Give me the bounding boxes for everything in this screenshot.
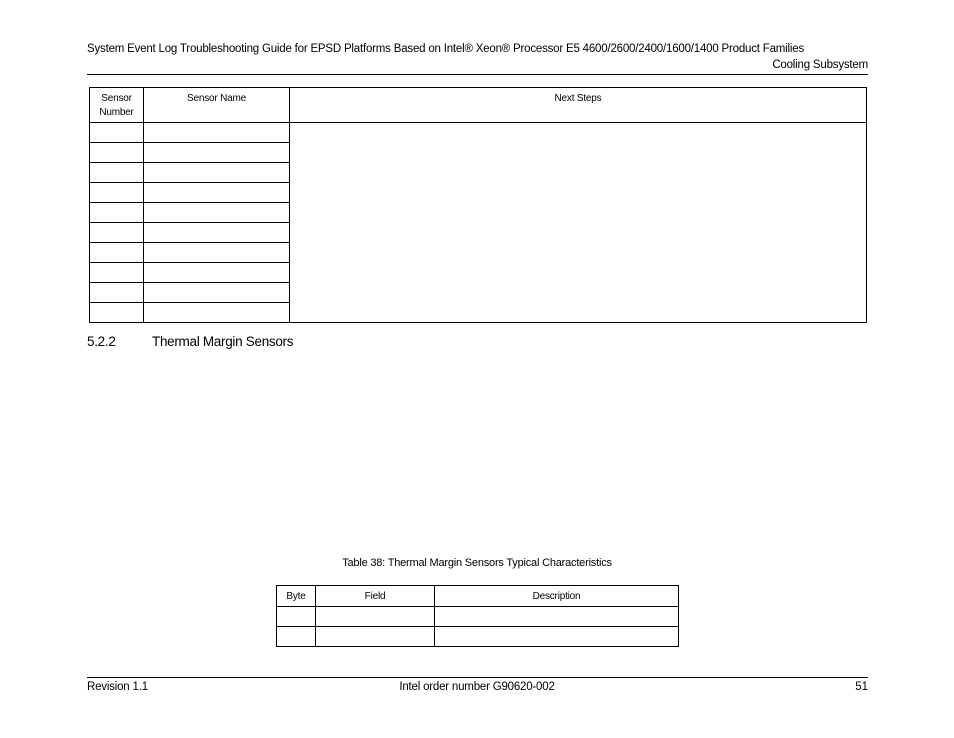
sensor-name-cell — [144, 183, 290, 203]
sensor-number-cell — [90, 283, 144, 303]
sensor-name-cell — [144, 163, 290, 183]
table-row — [277, 627, 679, 647]
sensor-number-cell — [90, 203, 144, 223]
sensor-name-cell — [144, 123, 290, 143]
sensor-name-cell — [144, 203, 290, 223]
description-cell — [435, 607, 679, 627]
column-header-next-steps: Next Steps — [290, 88, 867, 123]
column-header-description: Description — [435, 586, 679, 607]
section-number: 5.2.2 — [87, 334, 116, 349]
sensor-number-cell — [90, 223, 144, 243]
footer-page-number: 51 — [855, 681, 868, 693]
sensor-number-cell — [90, 243, 144, 263]
footer-order-number: Intel order number G90620-002 — [399, 681, 555, 693]
sensor-name-cell — [144, 143, 290, 163]
table-caption: Table 38: Thermal Margin Sensors Typical Characteristics — [342, 557, 612, 569]
field-cell — [316, 607, 435, 627]
sensor-number-cell — [90, 263, 144, 283]
header-divider — [87, 74, 868, 75]
sensor-name-cell — [144, 303, 290, 323]
column-header-sensor-number: Sensor Number — [90, 88, 144, 123]
table-header-row — [90, 88, 867, 123]
document-header-section: Cooling Subsystem — [772, 59, 868, 71]
sensor-name-cell — [144, 283, 290, 303]
column-header-sensor-name: Sensor Name — [144, 88, 290, 123]
sensor-number-cell — [90, 143, 144, 163]
column-header-byte: Byte — [277, 586, 316, 607]
sensor-next-steps-table — [89, 87, 867, 323]
section-title: Thermal Margin Sensors — [152, 334, 294, 349]
sensor-name-cell — [144, 263, 290, 283]
byte-cell — [277, 607, 316, 627]
column-header-field: Field — [316, 586, 435, 607]
section-heading — [87, 334, 293, 349]
sensor-name-cell — [144, 243, 290, 263]
description-cell — [435, 627, 679, 647]
sensor-number-cell — [90, 183, 144, 203]
field-cell — [316, 627, 435, 647]
table-header-row — [277, 586, 679, 607]
sensor-number-cell — [90, 163, 144, 183]
characteristics-table — [276, 585, 679, 647]
table-row — [90, 123, 867, 143]
table-row — [277, 607, 679, 627]
document-header-title: System Event Log Troubleshooting Guide for EPSD Platforms Based on Intel® Xeon® Processor E5 4600/2600/2400/1600/1400 Product Families — [87, 43, 804, 55]
footer-divider — [87, 677, 868, 678]
sensor-number-cell — [90, 123, 144, 143]
byte-cell — [277, 627, 316, 647]
sensor-name-cell — [144, 223, 290, 243]
footer-revision: Revision 1.1 — [87, 681, 148, 693]
next-steps-cell — [290, 123, 867, 323]
sensor-number-cell — [90, 303, 144, 323]
